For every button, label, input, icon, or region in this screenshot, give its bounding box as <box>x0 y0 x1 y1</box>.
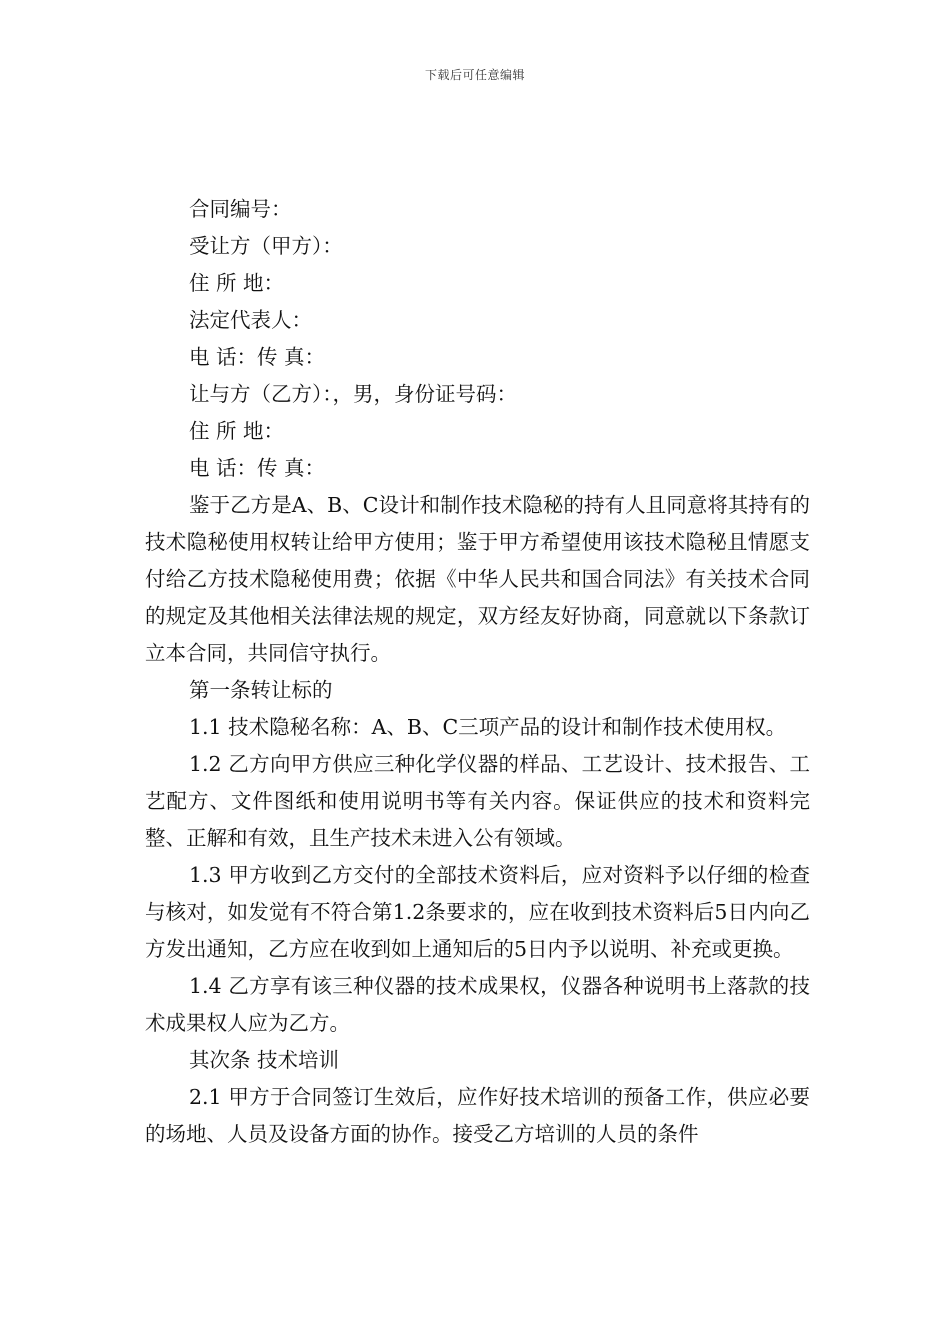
transferee-address-field: 住 所 地： <box>189 271 285 295</box>
transferee-phone-fax-field: 电 话：传 真： <box>189 345 326 369</box>
preamble-paragraph: 鉴于乙方是A、B、C设计和制作技术隐秘的持有人且同意将其持有的技术隐秘使用权转让给甲方使用；鉴于甲方希望使用该技术隐秘且情愿支付给乙方技术隐秘使用费；依据《中华人民共和国合同法》有关技术合同的规定及其他相关法律法规的规定，双方经友好协商，同意就以下条款订立本合同，共同信守执行。 <box>145 493 810 665</box>
contract-body <box>145 191 810 1153</box>
legal-representative-field: 法定代表人： <box>189 308 312 332</box>
clause-1-4: 1.4 乙方享有该三种仪器的技术成果权，仪器各种说明书上落款的技术成果权人应为乙方。 <box>145 974 810 1035</box>
transferor-address-field: 住 所 地： <box>189 419 285 443</box>
clause-1-2: 1.2 乙方向甲方供应三种化学仪器的样品、工艺设计、技术报告、工艺配方、文件图纸和使用说明书等有关内容。保证供应的技术和资料完整、正解和有效，且生产技术未进入公有领域。 <box>145 752 810 850</box>
transferor-phone-fax-field: 电 话：传 真： <box>189 456 326 480</box>
clause-1-3: 1.3 甲方收到乙方交付的全部技术资料后，应对资料予以仔细的检查与核对，如发觉有不符合第1.2条要求的，应在收到技术资料后5日内向乙方发出通知，乙方应在收到如上通知后的5日内予以说明、补充或更换。 <box>145 863 810 961</box>
contract-number-field: 合同编号： <box>189 197 292 221</box>
clause-1-1: 1.1 技术隐秘名称：A、B、C三项产品的设计和制作技术使用权。 <box>189 715 787 739</box>
transferee-field: 受让方（甲方）： <box>189 234 343 258</box>
clause-2-1: 2.1 甲方于合同签订生效后，应作好技术培训的预备工作，供应必要的场地、人员及设备方面的协作。接受乙方培训的人员的条件 <box>145 1085 810 1146</box>
transferor-field: 让与方（乙方）：，男，身份证号码： <box>189 382 517 406</box>
article-2-title: 其次条 技术培训 <box>189 1048 340 1072</box>
header-note: 下载后可任意编辑 <box>424 68 525 82</box>
article-1-title: 第一条转让标的 <box>189 678 333 702</box>
